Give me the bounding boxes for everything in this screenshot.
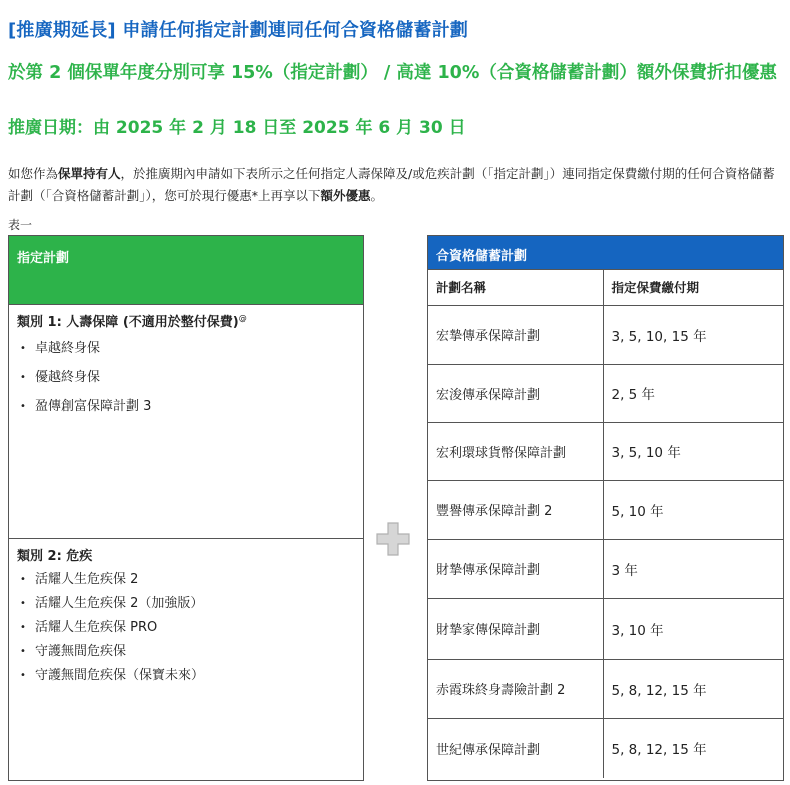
payment-term-cell: 3, 5, 10 年 xyxy=(603,422,783,480)
table-row xyxy=(428,659,783,718)
plan-name: 卓越終身保 xyxy=(35,341,101,356)
plan-list-item xyxy=(17,392,355,421)
plan-list-item xyxy=(17,616,355,640)
plan-name-cell: 宏利環球貨幣保障計劃 xyxy=(428,422,603,480)
table-label: 表一 xyxy=(8,218,33,232)
promotion-date: 推廣日期：由 2025 年 2 月 18 日至 2025 年 6 月 30 日 xyxy=(8,118,466,138)
plan-name: 盈傳創富保障計劃 3 xyxy=(35,399,152,414)
payment-term-cell: 3, 10 年 xyxy=(603,598,783,659)
plan-name: 活耀人生危疾保 2 xyxy=(35,572,139,587)
plan-name: 活耀人生危疾保 PRO xyxy=(35,620,158,635)
category-title: 類別 2: 危疾 xyxy=(17,549,93,564)
category-plan-list xyxy=(17,334,355,421)
plan-name-cell: 宏摯傳承保障計劃 xyxy=(428,305,603,364)
plan-name-cell: 赤霞珠終身壽險計劃 2 xyxy=(428,659,603,718)
payment-term-cell: 3 年 xyxy=(603,539,783,598)
footnote-mark: @ xyxy=(238,313,247,323)
table-row xyxy=(428,422,783,480)
plan-name: 優越終身保 xyxy=(35,370,101,385)
payment-term-cell: 2, 5 年 xyxy=(603,364,783,422)
plan-name: 活耀人生危疾保 2（加強版） xyxy=(35,596,204,611)
payment-term-cell: 5, 10 年 xyxy=(603,480,783,539)
bullet-icon: • xyxy=(20,401,26,412)
table-row xyxy=(428,598,783,659)
table-row xyxy=(428,539,783,598)
payment-term-cell: 3, 5, 10, 15 年 xyxy=(603,305,783,364)
category-critical-illness xyxy=(9,539,363,694)
intro-text-3: 。 xyxy=(370,188,384,203)
plan-name-cell: 世紀傳承保障計劃 xyxy=(428,718,603,778)
bullet-icon: • xyxy=(20,598,26,609)
category-title xyxy=(17,311,355,330)
plan-list-item xyxy=(17,664,355,688)
plan-name: 守護無間危疾保（保寶未來） xyxy=(35,668,205,683)
table-row xyxy=(428,718,783,778)
eligible-savings-plans-table xyxy=(427,235,784,781)
bullet-icon: • xyxy=(20,622,26,633)
table-row xyxy=(428,480,783,539)
plus-icon xyxy=(376,522,410,556)
category-title-text: 類別 1: 人壽保障 (不適用於整付保費) xyxy=(17,315,239,330)
intro-paragraph xyxy=(8,163,783,207)
bullet-icon: • xyxy=(20,574,26,585)
designated-plans-header: 指定計劃 xyxy=(9,236,363,305)
column-header-payment-term: 指定保費繳付期 xyxy=(603,270,783,305)
plan-name-cell: 財摯家傳保障計劃 xyxy=(428,598,603,659)
payment-term-cell: 5, 8, 12, 15 年 xyxy=(611,742,707,759)
plan-name-cell: 宏浚傳承保障計劃 xyxy=(428,364,603,422)
savings-plans-header: 合資格儲蓄計劃 xyxy=(428,236,783,270)
plan-list-item xyxy=(17,568,355,592)
intro-bold-policyholder: 保單持有人 xyxy=(58,166,121,181)
payment-term-cell: 5, 8, 12, 15 年 xyxy=(603,659,783,718)
plan-list-item xyxy=(17,334,355,363)
plan-name-cell: 財摯傳承保障計劃 xyxy=(428,539,603,598)
plan-name-cell: 豐譽傳承保障計劃 2 xyxy=(428,480,603,539)
table-row xyxy=(428,364,783,422)
plan-list-item xyxy=(17,640,355,664)
plan-list-item xyxy=(17,363,355,392)
bullet-icon: • xyxy=(20,372,26,383)
category-plan-list xyxy=(17,568,355,688)
table-row xyxy=(428,305,783,364)
savings-plans-body xyxy=(428,305,783,778)
category-life-protection xyxy=(9,305,363,539)
intro-bold-extra-offer: 額外優惠 xyxy=(320,188,371,203)
table-header-row xyxy=(428,270,783,305)
bullet-icon: • xyxy=(20,646,26,657)
offer-subtitle: 於第 2 個保單年度分別可享 15%（指定計劃） / 高達 10%（合資格儲蓄計劃）額外保費折扣優惠 xyxy=(8,63,777,83)
intro-text-2: ，於推廣期內申請如下表所示之任何指定人壽保障及/或危疾計劃（「指定計劃」）連同指定保費繳付期的任何合資格儲蓄計劃（「合資格儲蓄計劃」），您可於現行優惠*上再享以下 xyxy=(8,166,775,203)
bullet-icon: • xyxy=(20,343,26,354)
plan-list-item xyxy=(17,592,355,616)
savings-plans-grid xyxy=(428,270,783,778)
intro-text-1: 如您作為 xyxy=(8,166,59,181)
page-title: [推廣期延長] 申請任何指定計劃連同任何合資格儲蓄計劃 xyxy=(8,20,469,41)
bullet-icon: • xyxy=(20,670,26,681)
column-header-plan-name: 計劃名稱 xyxy=(428,270,603,305)
designated-plans-table xyxy=(8,235,364,781)
plan-name: 守護無間危疾保 xyxy=(35,644,127,659)
